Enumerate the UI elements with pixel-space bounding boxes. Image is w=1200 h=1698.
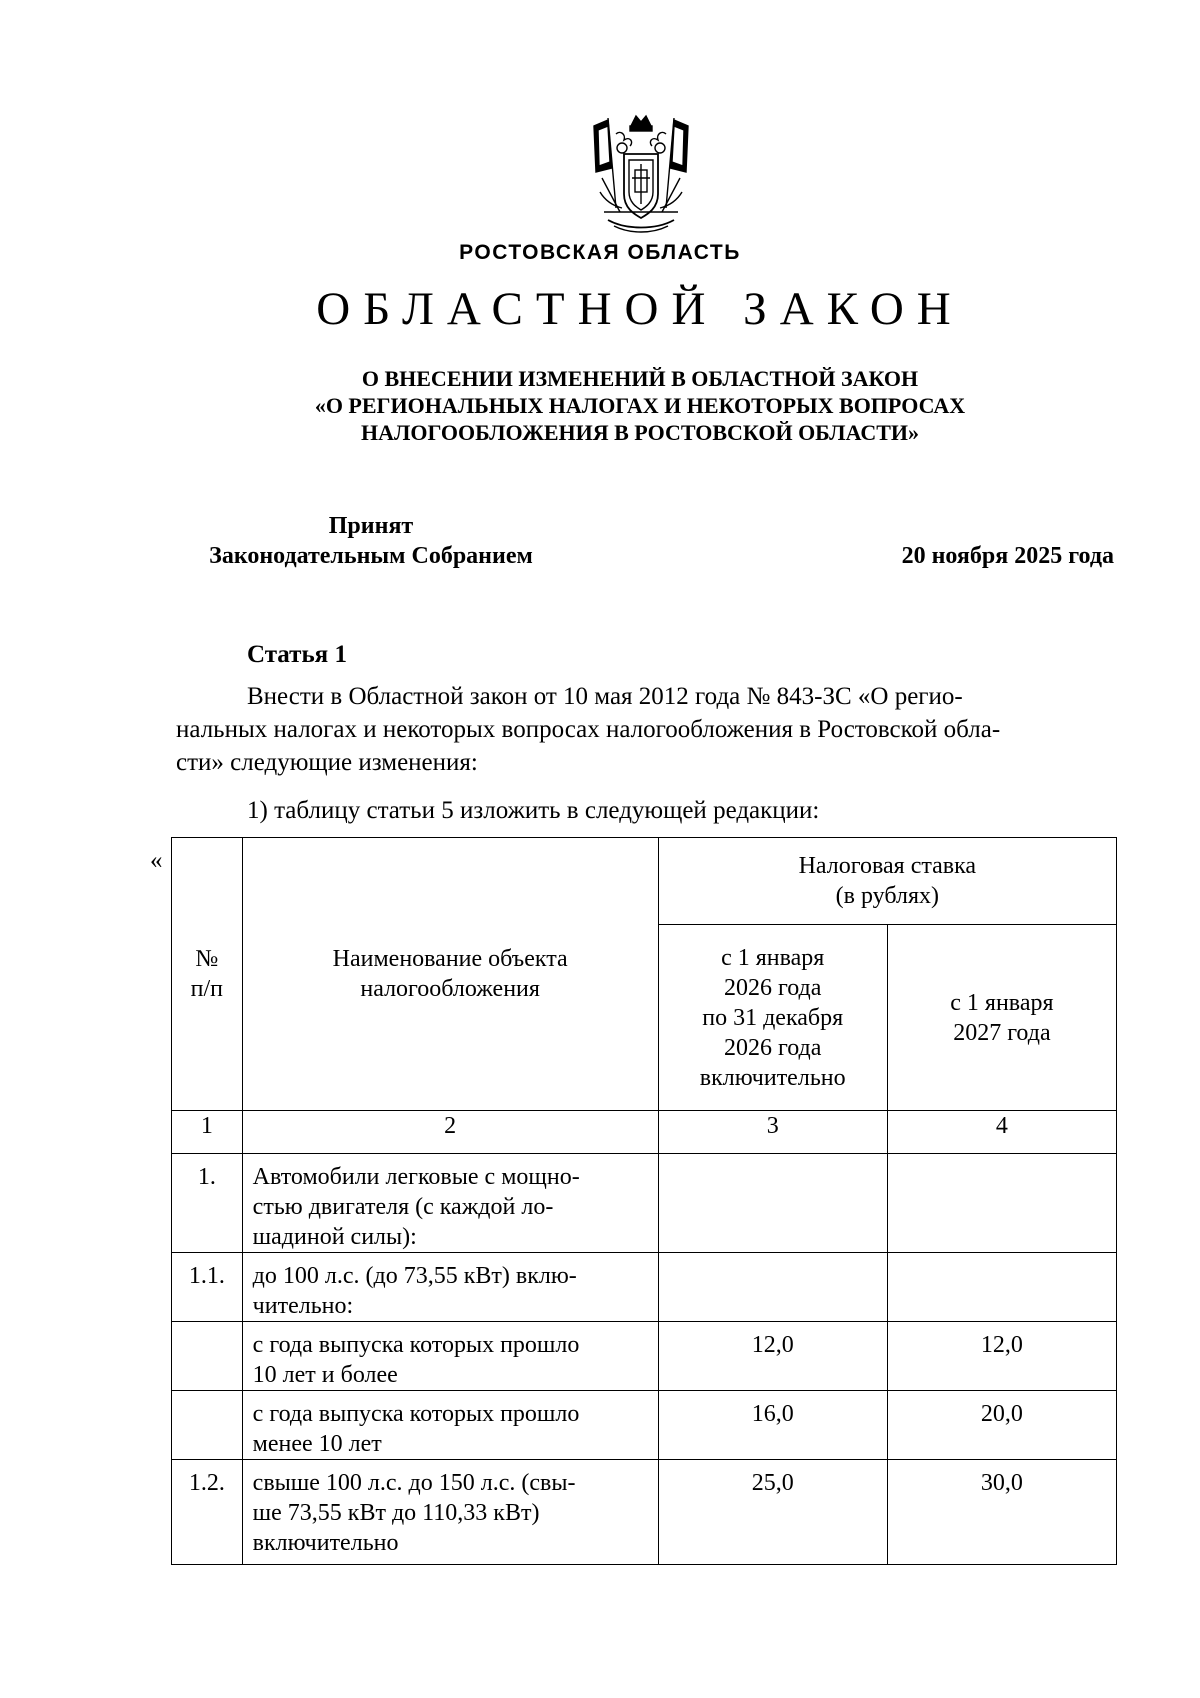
adoption-line: Законодательным Собранием [209,543,533,569]
document-type: ОБЛАСТНОЙ ЗАКОН [316,283,964,335]
paragraph-line: нальных налогах и некоторых вопросах налогообложения в Ростовской обла- [176,716,1001,743]
coat-of-arms-emblem [586,112,696,238]
column-number: 1 [172,1111,243,1154]
table-header-row [172,838,1117,925]
row-number: 1.1. [188,1263,225,1289]
rate-2027: 20,0 [980,1401,1023,1427]
row-name: Автомобили легковые с мощно- стью двигателя (с каждой ло- шадиной силы): [252,1164,580,1250]
row-name: до 100 л.с. (до 73,55 кВт) вклю- чительно: [252,1263,577,1319]
row-number [182,1391,232,1399]
header-rate-2026: с 1 января 2026 года по 31 декабря 2026 года включительно [658,925,887,1111]
row-number: 1.2. [188,1470,225,1496]
rate-2027 [898,1253,1106,1261]
rate-2026 [669,1253,877,1261]
table-row [172,1322,1117,1391]
header-rate-2027: с 1 января 2027 года [887,925,1116,1111]
rate-2027 [898,1154,1106,1162]
column-number: 4 [887,1111,1116,1154]
rate-2026: 12,0 [751,1332,794,1358]
header-tax-rate: Налоговая ставка (в рублях) [658,838,1116,925]
rate-2027: 12,0 [980,1332,1023,1358]
row-number: 1. [197,1164,216,1190]
adoption-date: 20 ноября 2025 года [901,543,1114,569]
rate-2026 [669,1154,877,1162]
column-number: 2 [242,1111,658,1154]
adoption-block [176,511,566,571]
article-item: 1) таблицу статьи 5 изложить в следующей редакции: [247,797,820,824]
law-title-line: НАЛОГООБЛОЖЕНИЯ В РОСТОВСКОЙ ОБЛАСТИ» [360,420,920,445]
row-name: свыше 100 л.с. до 150 л.с. (свы- ше 73,55 кВт до 110,33 кВт) включительно [252,1470,576,1556]
table-row [172,1154,1117,1253]
column-number: 3 [658,1111,887,1154]
row-name: с года выпуска которых прошло менее 10 лет [252,1401,580,1457]
table-numbering-row [172,1111,1117,1154]
table-row [172,1253,1117,1322]
paragraph-line: сти» следующие изменения: [176,749,478,776]
paragraph-line: Внести в Областной закон от 10 мая 2012 года № 843-ЗС «О регио- [247,683,963,710]
table-row [172,1460,1117,1565]
law-title-line: «О РЕГИОНАЛЬНЫХ НАЛОГАХ И НЕКОТОРЫХ ВОПРОСАХ [314,393,966,418]
opening-quote: « [150,847,163,874]
rate-2026: 16,0 [751,1401,794,1427]
adoption-line: Принят [328,513,414,539]
row-number [182,1322,232,1330]
header-object-name: Наименование объекта налогообложения [242,838,658,1111]
tax-rate-table [171,837,1117,1565]
row-name: с года выпуска которых прошло 10 лет и более [252,1332,580,1388]
rate-2027: 30,0 [980,1470,1023,1496]
article-paragraph [176,680,1114,779]
article-heading: Статья 1 [247,641,347,668]
region-name: РОСТОВСКАЯ ОБЛАСТЬ [459,241,741,264]
law-title-line: О ВНЕСЕНИИ ИЗМЕНЕНИЙ В ОБЛАСТНОЙ ЗАКОН [361,366,919,391]
law-title [0,365,1200,446]
table-row [172,1391,1117,1460]
header-number: № п/п [172,838,243,1111]
rate-2026: 25,0 [751,1470,794,1496]
